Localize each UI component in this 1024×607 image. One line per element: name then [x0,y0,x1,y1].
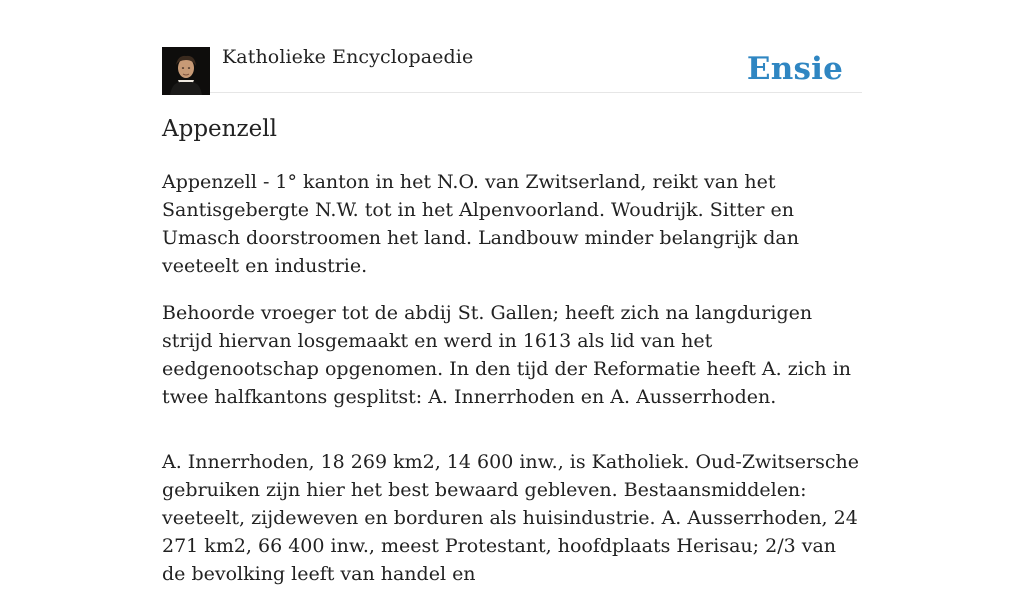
site-name[interactable]: Katholieke Encyclopaedie [222,46,474,68]
paragraph-regions: A. Innerrhoden, 18 269 km2, 14 600 inw., is Katholiek. Oud-Zwitsersche gebruiken zijn hier het best bewaard gebleven. Bestaansmiddelen: veeteelt, zijdeweven en borduren als huisindustrie. A. Ausserrhoden, 24 271 km2, 66 400 inw., meest Protestant, hoofdplaats Herisau; 2/3 van de bevolking leeft van handel en [162,451,859,585]
page-title: Appenzell [162,116,277,142]
brand-logo[interactable]: Ensie [746,51,843,87]
article-body [162,168,864,607]
site-header [162,0,862,93]
portrait-avatar-icon[interactable] [162,47,210,95]
page-container [162,0,862,585]
paragraph-intro: Appenzell - 1° kanton in het N.O. van Zwitserland, reikt van het Santisgebergte N.W. tot in het Alpenvoorland. Woudrijk. Sitter en Umasch doorstroomen het land. Landbouw minder belangrijk dan veeteelt en industrie. [162,171,799,277]
paragraph-history: Behoorde vroeger tot de abdij St. Gallen; heeft zich na langdurigen strijd hiervan losgemaakt en werd in 1613 als lid van het eedgenootschap opgenomen. In den tijd der Reformatie heeft A. zich in twee halfkantons gesplitst: A. Innerrhoden en A. Ausserrhoden. [162,302,852,408]
